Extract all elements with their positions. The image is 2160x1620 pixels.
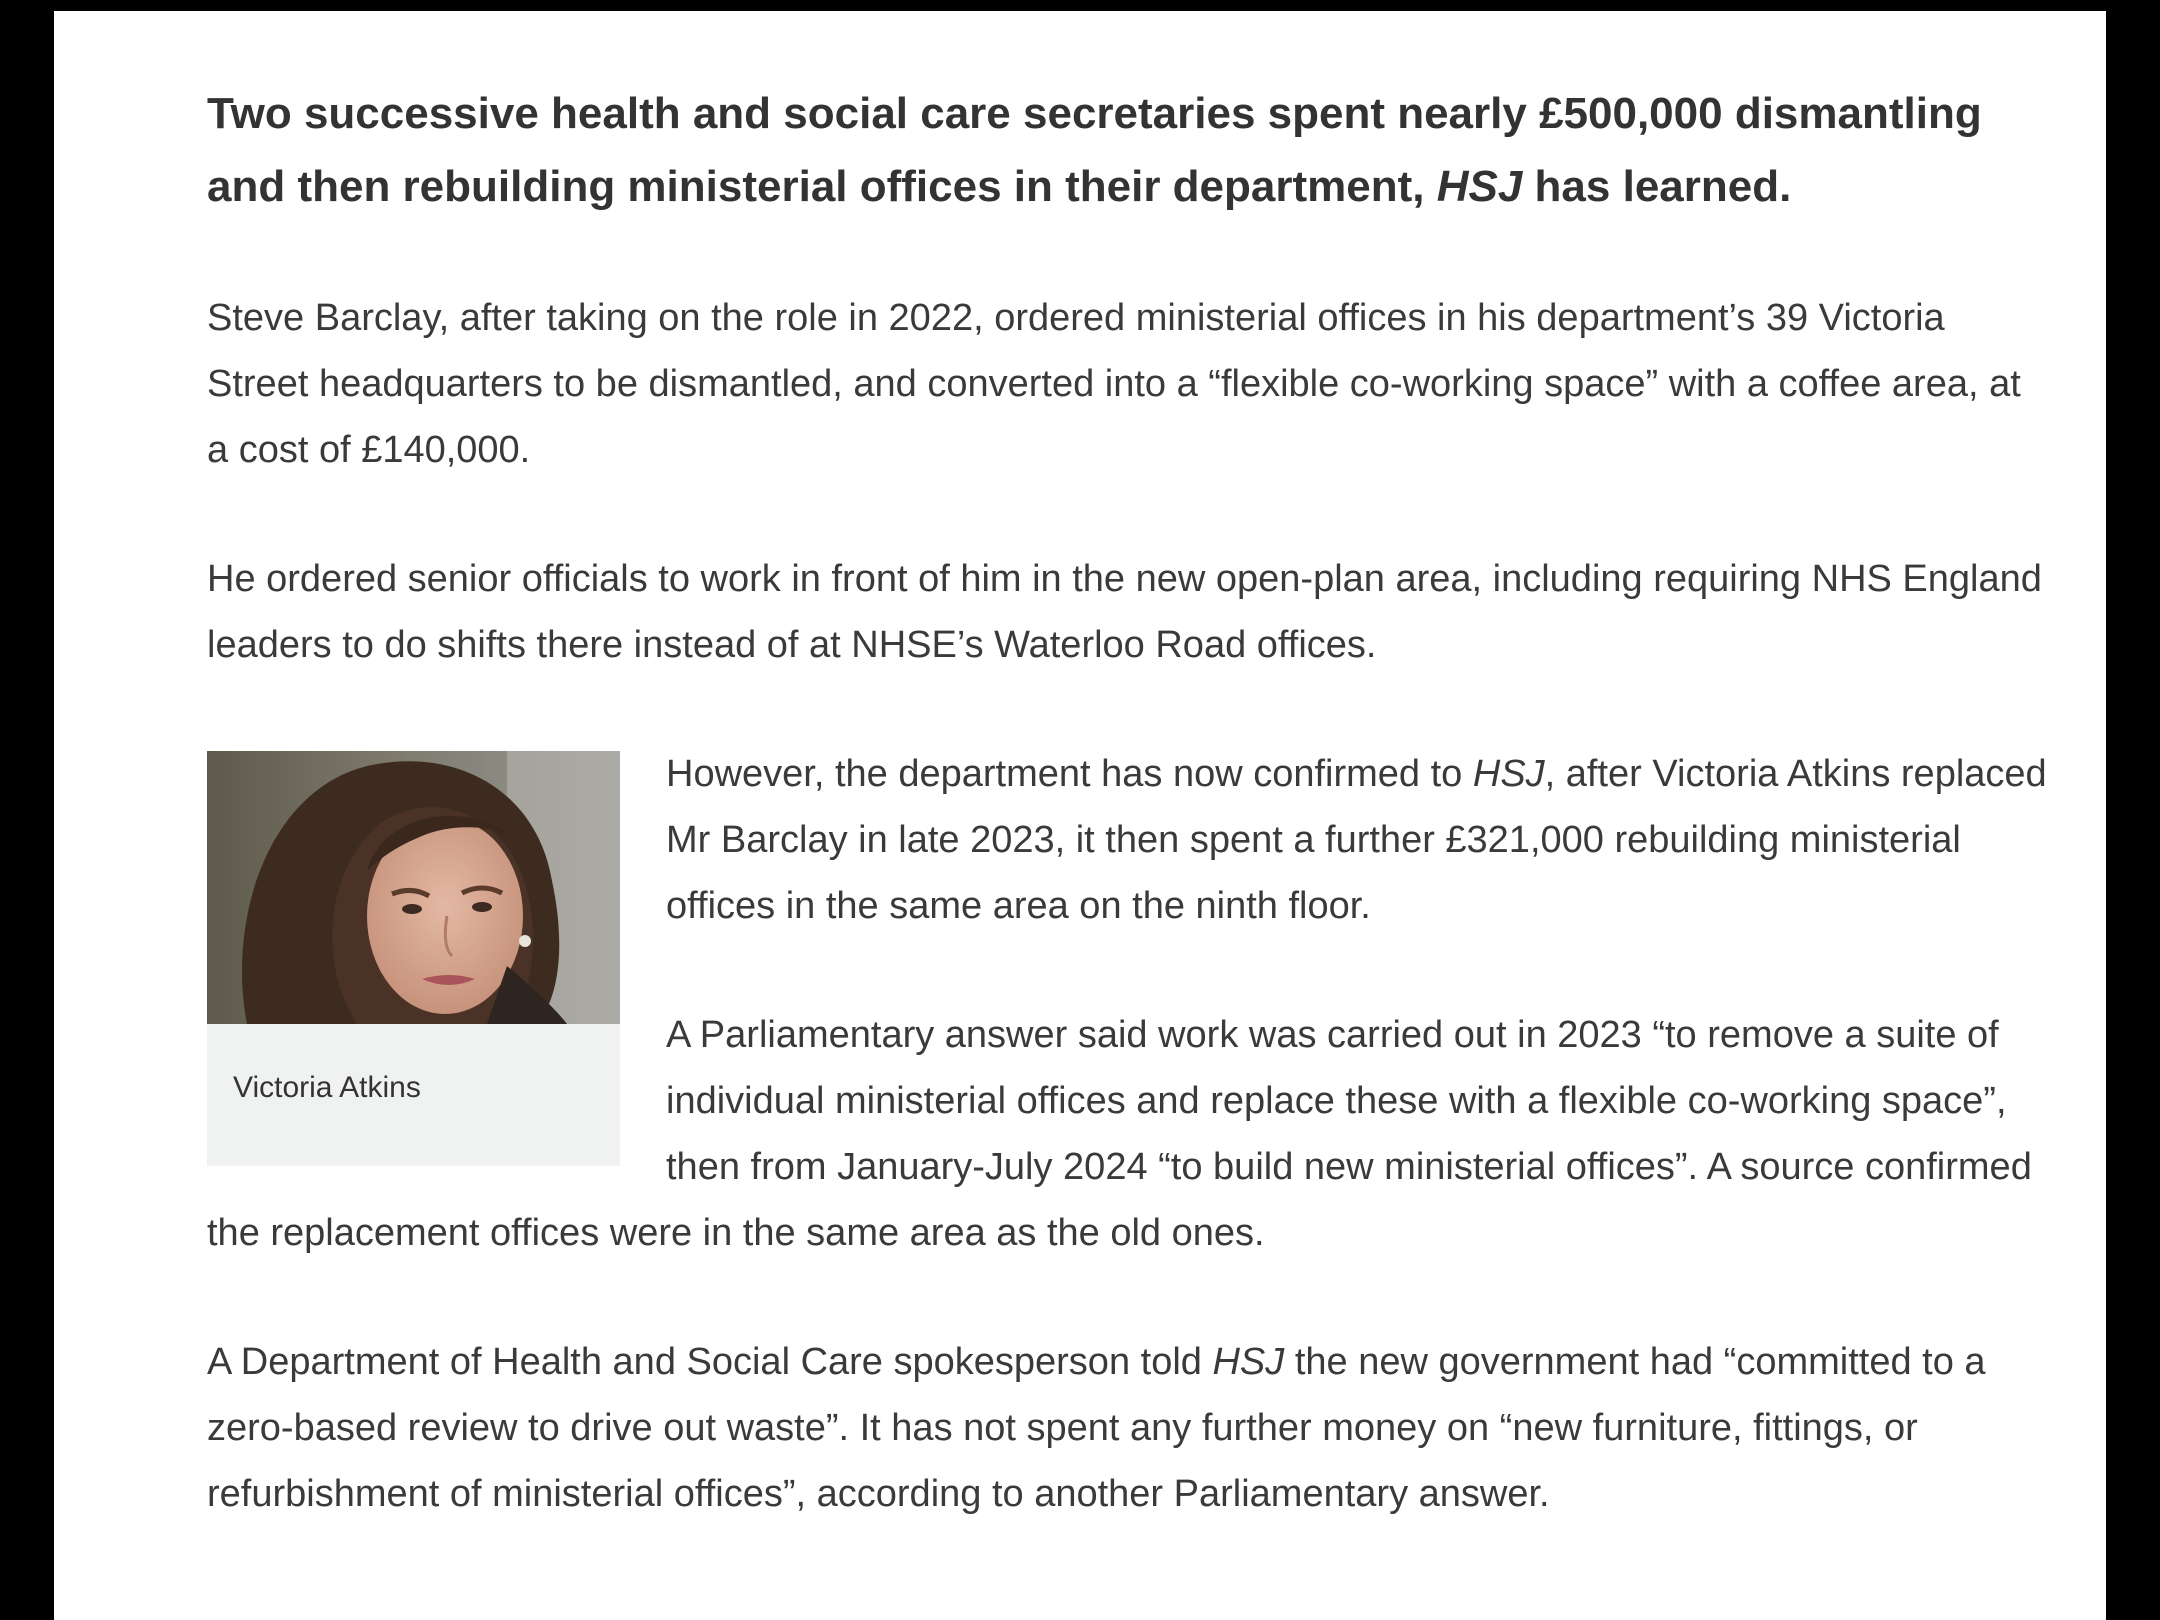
paragraph-3: However, the department has now confirmed to HSJ, after Victoria Atkins replaced Mr Barclay in late 2023, it then spent a further £321,000 rebuilding ministerial offices in the same area on the ninth floor. bbox=[666, 753, 2047, 927]
paragraph-5: A Department of Health and Social Care spokesperson told HSJ the new government had “committed to a zero-based review to drive out waste”. It has not spent any further money on “new furniture, fittings, or refurbishment of ministerial offices”, according to another Parliamentary answer. bbox=[207, 1341, 1986, 1515]
paragraph-2: He ordered senior officials to work in front of him in the new open-plan area, including requiring NHS England leaders to do shifts there instead of at NHSE’s Waterloo Road offices. bbox=[207, 558, 2042, 666]
article-body bbox=[207, 77, 2047, 1590]
publication-name: HSJ bbox=[1472, 753, 1545, 795]
figure-caption: Victoria Atkins bbox=[233, 1071, 421, 1104]
portrait-photo[interactable] bbox=[207, 751, 620, 1024]
publication-name: HSJ bbox=[1436, 162, 1523, 211]
publication-name: HSJ bbox=[1212, 1341, 1285, 1383]
article-lede: Two successive health and social care secretaries spent nearly £500,000 dismantling and then rebuilding ministerial offices in their department, HSJ has learned. bbox=[207, 89, 1982, 211]
paragraph-1: Steve Barclay, after taking on the role in 2022, ordered ministerial offices in his department’s 39 Victoria Street headquarters to be dismantled, and converted into a “flexible co-working space” with a coffee area, at a cost of £140,000. bbox=[207, 297, 2021, 471]
paragraph-4: A Parliamentary answer said work was carried out in 2023 “to remove a suite of individual ministerial offices and replace these with a flexible co-working space”, then from January-July 2024 “to build new ministerial offices”. A source confirmed the replacement offices were in the same area as the old ones. bbox=[207, 1014, 2032, 1254]
article-figure bbox=[207, 751, 620, 1166]
article-page[interactable] bbox=[54, 11, 2106, 1620]
